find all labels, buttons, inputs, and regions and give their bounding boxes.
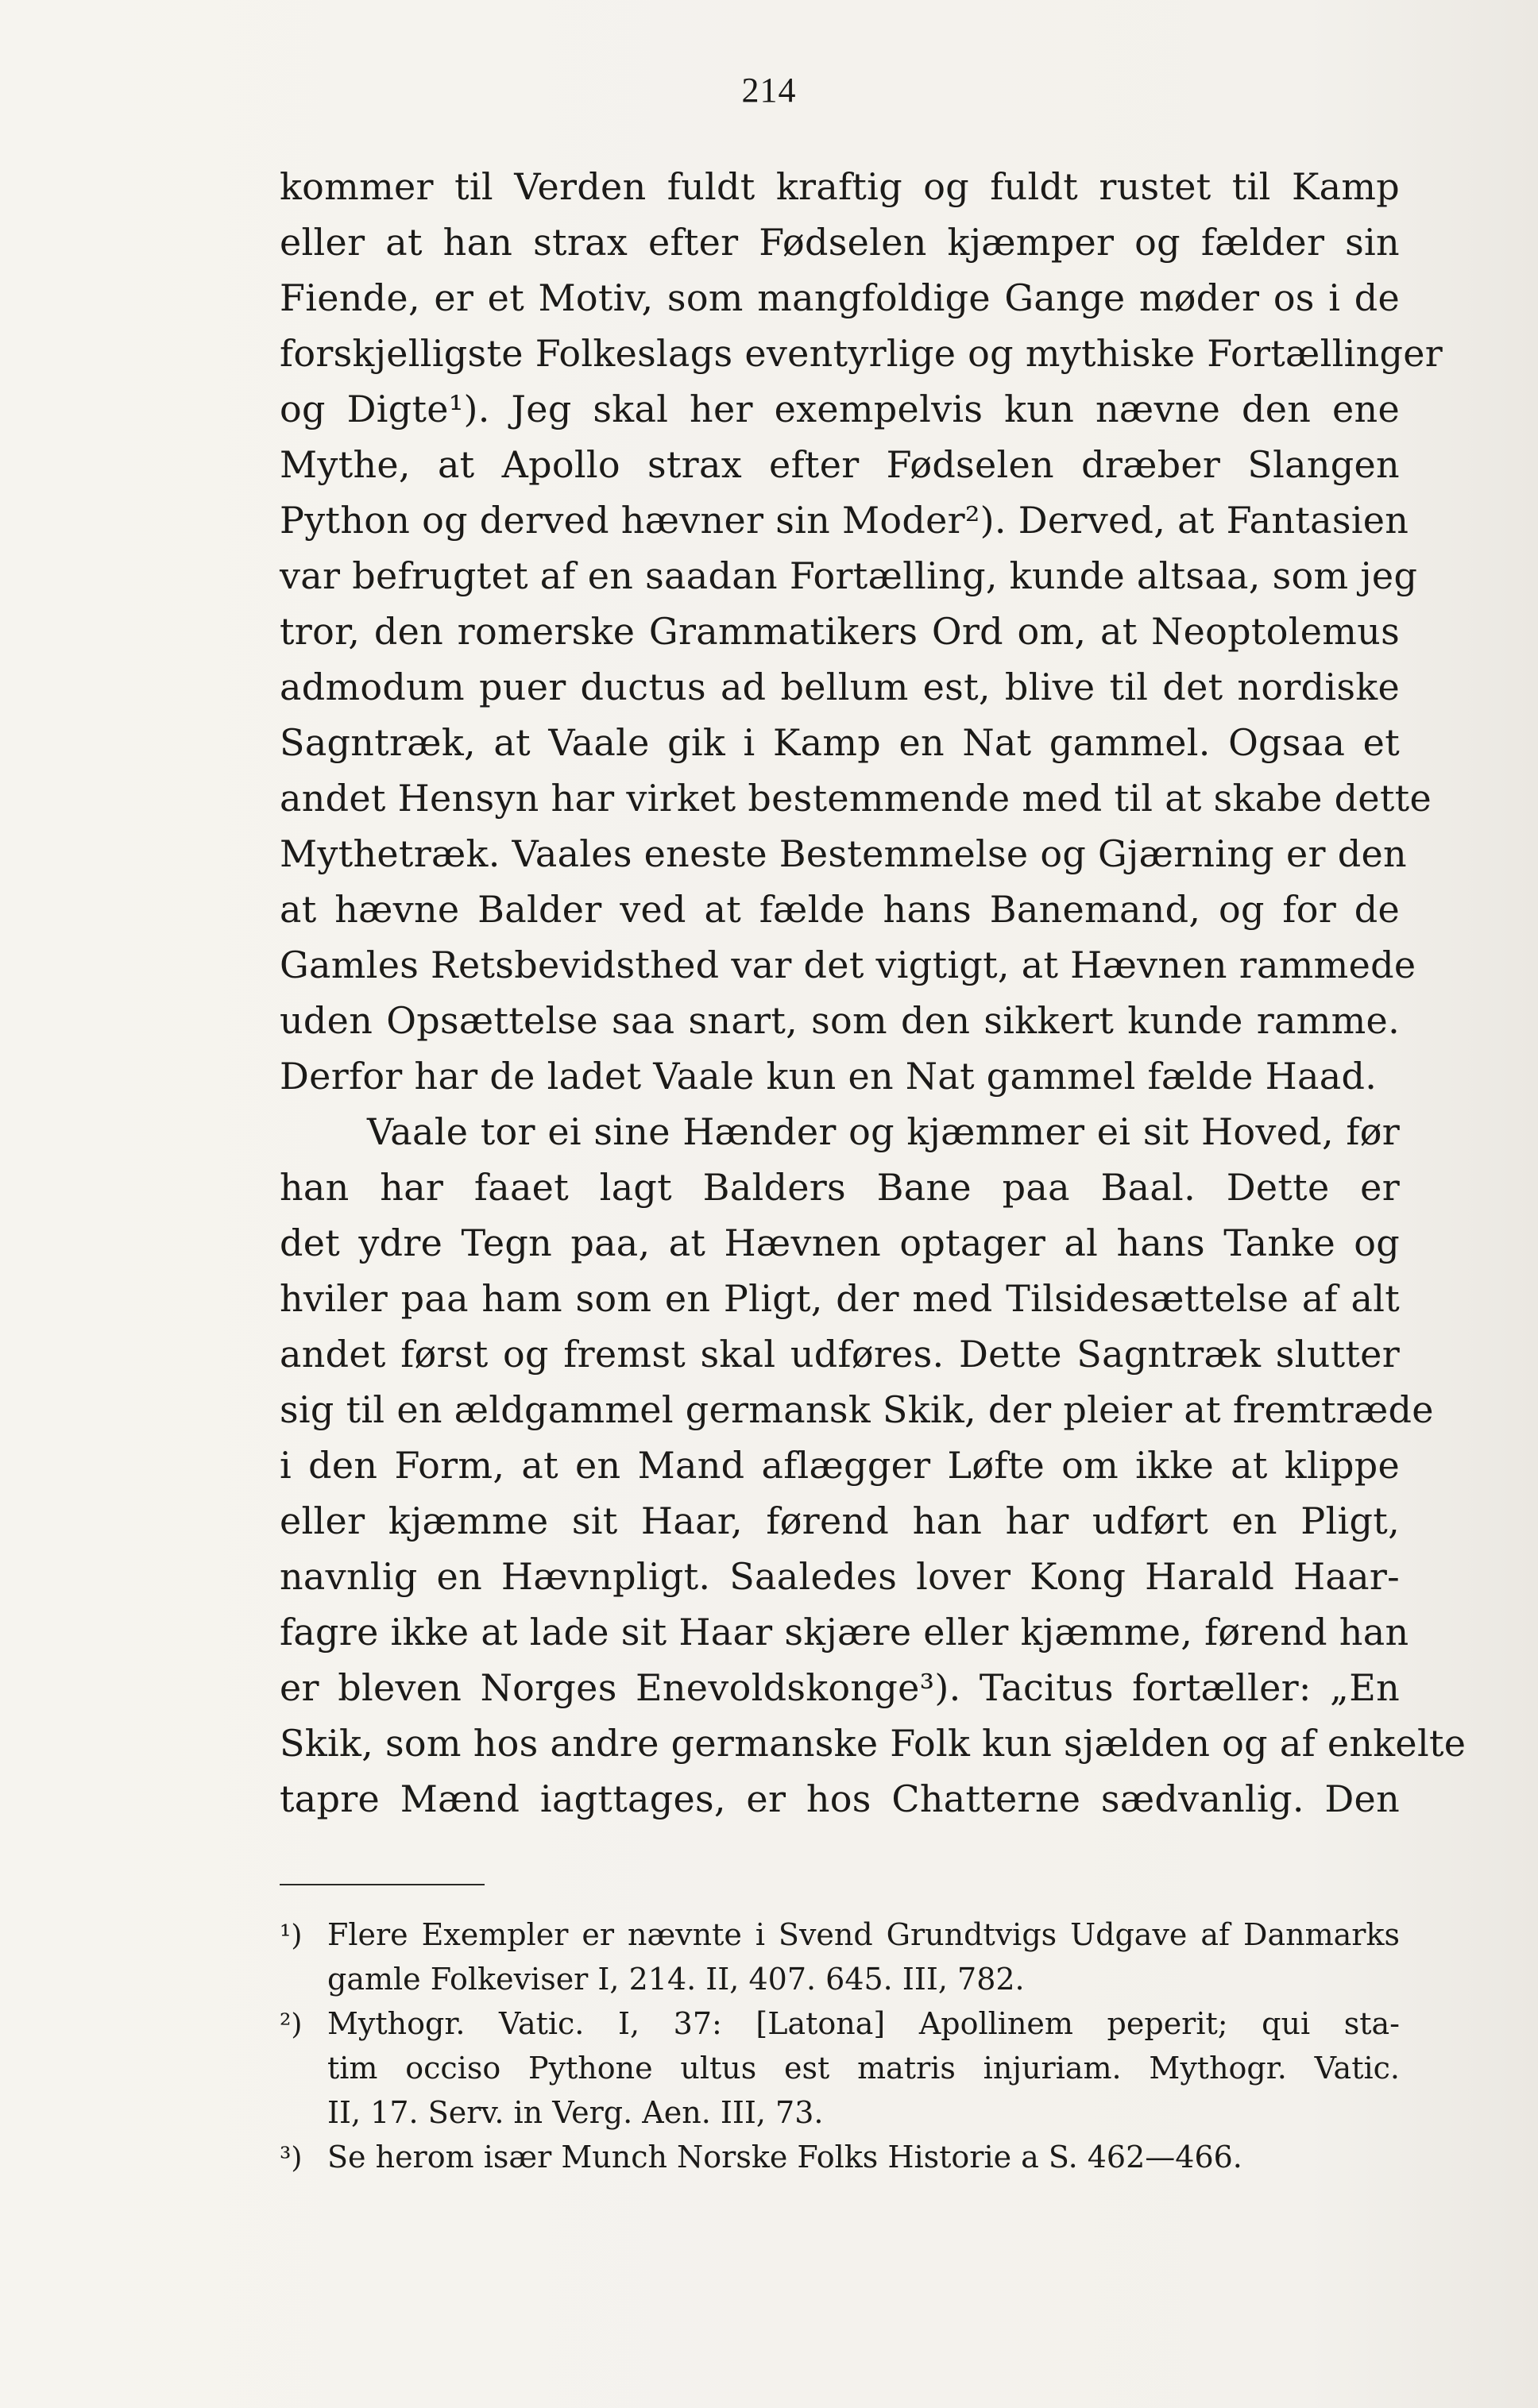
text-line: hviler paa ham som en Pligt, der med Tilsidesættelse af alt [280, 1277, 1400, 1320]
text-line: admodum puer ductus ad bellum est, blive til det nordiske [280, 666, 1400, 708]
text-line: at hævne Balder ved at fælde hans Banemand, og for de [280, 888, 1400, 931]
text-line: Sagntræk, at Vaale gik i Kamp en Nat gammel. Ogsaa et [280, 721, 1400, 764]
text-line: Mythe, at Apollo strax efter Fødselen dræber Slangen [280, 443, 1400, 486]
footnote-1 [280, 1912, 1400, 2001]
text-line: i den Form, at en Mand aflægger Løfte om ikke at klippe [280, 1444, 1400, 1487]
text-line: er bleven Norges Enevoldskonge³). Tacitus fortæller: „En [280, 1666, 1400, 1709]
text-line: og Digte¹). Jeg skal her exempelvis kun nævne den ene [280, 388, 1400, 430]
text-line: navnlig en Hævnpligt. Saaledes lover Kong Harald Haar- [280, 1555, 1400, 1598]
footnote-text: tim occiso Pythone ultus est matris injuriam. Mythogr. Vatic. [327, 2051, 1400, 2086]
footnote-text: Flere Exempler er nævnte i Svend Grundtvigs Udgave af Danmarks [327, 1917, 1400, 1952]
footnote-marker: ²) [280, 2009, 303, 2041]
text-line: tror, den romerske Grammatikers Ord om, at Neoptolemus [280, 610, 1400, 653]
text-line: Fiende, er et Motiv, som mangfoldige Gange møder os i de [280, 276, 1400, 319]
text-line: tapre Mænd iagttages, er hos Chatterne sædvanlig. Den [280, 1777, 1400, 1820]
footnote-divider [280, 1884, 485, 1885]
text-line: var befrugtet af en saadan Fortælling, kunde altsaa, som jeg [280, 554, 1418, 597]
text-line: forskjelligste Folkeslags eventyrlige og mythiske Fortællinger [280, 332, 1443, 375]
text-line: sig til en ældgammel germansk Skik, der pleier at fremtræde [280, 1388, 1434, 1431]
footnote-2 [280, 2001, 1400, 2135]
text-line: han har faaet lagt Balders Bane paa Baal. Dette er [280, 1166, 1400, 1209]
footnote-text: Mythogr. Vatic. I, 37: [Latona] Apollinem peperit; qui sta- [327, 2006, 1400, 2041]
page-number: 214 [741, 71, 797, 110]
text-line: eller at han strax efter Fødselen kjæmper og fælder sin [280, 221, 1400, 264]
footnote-marker: ³) [280, 2142, 303, 2175]
text-line: Mythetræk. Vaales eneste Bestemmelse og Gjærning er den [280, 832, 1407, 875]
text-line: Python og derved hævner sin Moder²). Derved, at Fantasien [280, 499, 1409, 542]
body-text [280, 159, 1467, 1827]
footnote-text: Se herom især Munch Norske Folks Historie a S. 462—466. [327, 2140, 1242, 2175]
footnote-text: gamle Folkeviser I, 214. II, 407. 645. III, 782. [327, 1962, 1025, 1997]
text-line: andet først og fremst skal udføres. Dette Sagntræk slutter [280, 1333, 1400, 1376]
text-line: andet Hensyn har virket bestemmende med til at skabe dette [280, 777, 1432, 820]
text-line: eller kjæmme sit Haar, førend han har udført en Pligt, [280, 1499, 1400, 1542]
text-line: kommer til Verden fuldt kraftig og fuldt rustet til Kamp [280, 165, 1400, 208]
footnote-marker: ¹) [280, 1920, 303, 1952]
text-line: Skik, som hos andre germanske Folk kun sjælden og af enkelte [280, 1722, 1467, 1765]
text-line: fagre ikke at lade sit Haar skjære eller kjæmme, førend han [280, 1611, 1409, 1654]
text-line: Derfor har de ladet Vaale kun en Nat gammel fælde Haad. [280, 1055, 1378, 1098]
footnote-3 [280, 2135, 1400, 2179]
text-line: Gamles Retsbevidsthed var det vigtigt, at Hævnen rammede [280, 944, 1416, 986]
text-line: det ydre Tegn paa, at Hævnen optager al hans Tanke og [280, 1221, 1400, 1264]
text-line: uden Opsættelse saa snart, som den sikkert kunde ramme. [280, 999, 1400, 1042]
footnotes [280, 1912, 1400, 2179]
footnote-text: II, 17. Serv. in Verg. Aen. III, 73. [327, 2095, 824, 2130]
paragraph-start: Vaale tor ei sine Hænder og kjæmmer ei sit Hoved, før [367, 1110, 1400, 1153]
